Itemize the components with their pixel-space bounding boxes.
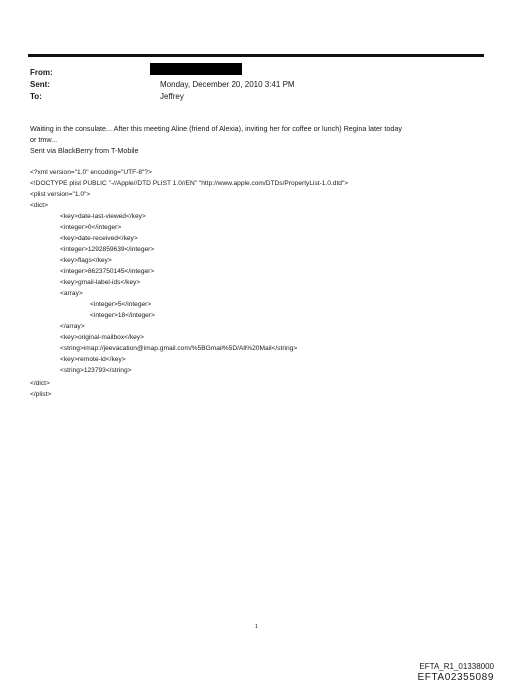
to-label: To: <box>30 92 42 101</box>
xml-line: <key>date-last-viewed</key> <box>60 213 146 220</box>
xml-line: <key>date-received</key> <box>60 235 138 242</box>
xml-dict-open: <dict> <box>30 202 48 209</box>
sent-value: Monday, December 20, 2010 3:41 PM <box>160 80 295 89</box>
xml-line: <integer>18</integer> <box>90 312 155 319</box>
xml-line: <integer>5</integer> <box>90 301 152 308</box>
xml-declaration: <?xml version="1.0" encoding="UTF-8"?> <box>30 169 152 176</box>
xml-array-open: <array> <box>60 290 83 297</box>
xml-line: <key>flags</key> <box>60 257 112 264</box>
message-line-2: or tmw... <box>30 135 58 144</box>
page-number: 1 <box>255 624 259 630</box>
header-rule <box>28 54 484 57</box>
xml-line: <key>remote-id</key> <box>60 356 126 363</box>
xml-line: <integer>1292859639</integer> <box>60 246 155 253</box>
message-line-1: Waiting in the consulate... After this meeting Aline (friend of Alexia), inviting her for coffee or lunch) Regina later today <box>30 124 402 133</box>
bates-stamp-secondary: EFTA02355089 <box>417 672 494 683</box>
xml-dict-close: </dict> <box>30 380 50 387</box>
from-label: From: <box>30 68 53 77</box>
bates-stamp-primary: EFTA_R1_01338000 <box>419 662 494 671</box>
xml-doctype: <!DOCTYPE plist PUBLIC "-//Apple//DTD PLIST 1.0//EN" "http://www.apple.com/DTDs/PropertyList-1.0.dtd"> <box>30 180 349 187</box>
message-line-3: Sent via BlackBerry from T-Mobile <box>30 146 139 155</box>
xml-array-close: </array> <box>60 323 85 330</box>
xml-plist-open: <plist version="1.0"> <box>30 191 91 198</box>
xml-line: <string>123793</string> <box>60 367 132 374</box>
to-value: Jeffrey <box>160 92 184 101</box>
xml-line: <key>gmail-label-ids</key> <box>60 279 141 286</box>
sent-label: Sent: <box>30 80 50 89</box>
xml-line: <integer>8623750145</integer> <box>60 268 155 275</box>
xml-line: <key>original-mailbox</key> <box>60 334 144 341</box>
xml-plist-close: </plist> <box>30 391 52 398</box>
xml-line: <integer>0</integer> <box>60 224 122 231</box>
redaction-block <box>150 63 242 75</box>
xml-line: <string>imap://jeevacation@imap.gmail.com/%5BGmail%5D/All%20Mail</string> <box>60 345 298 352</box>
